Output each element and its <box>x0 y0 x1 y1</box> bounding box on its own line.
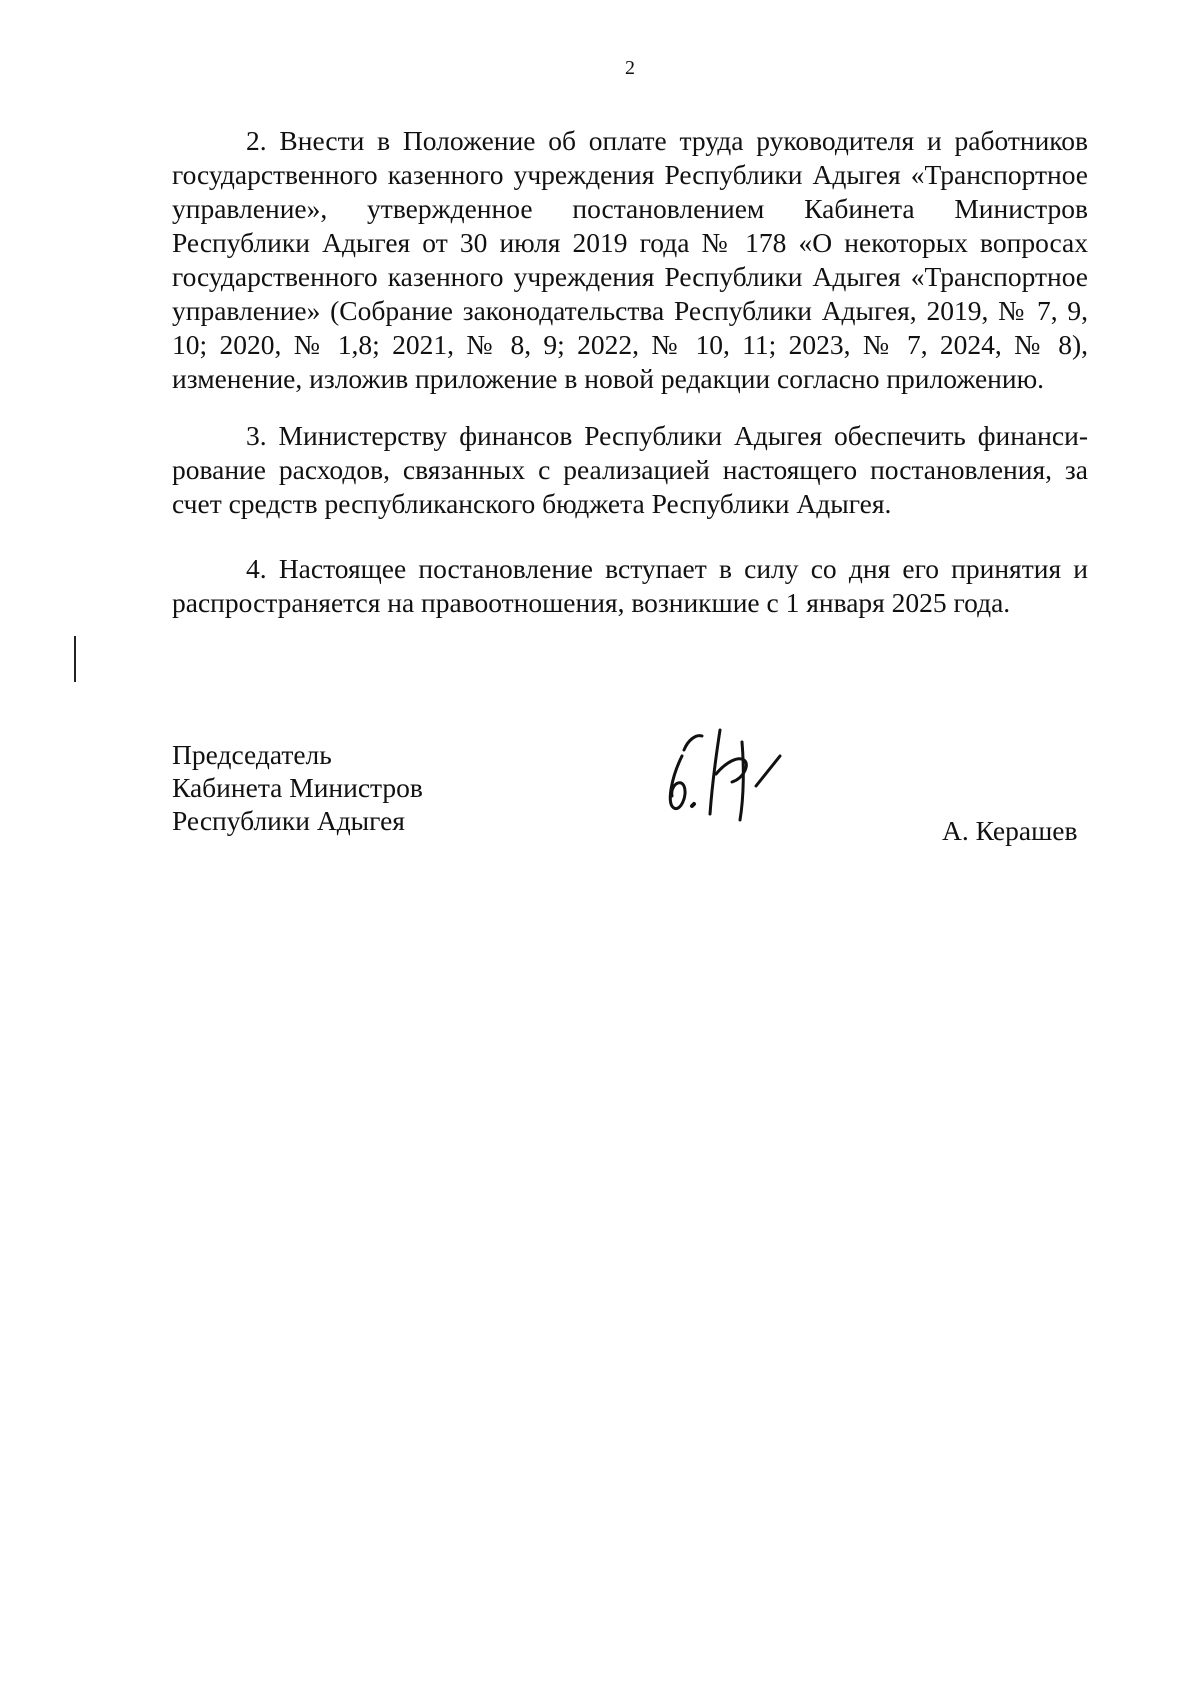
margin-mark <box>74 636 76 682</box>
signatory-title <box>172 738 423 837</box>
handwritten-signature <box>660 716 810 826</box>
paragraph-item-3: 3. Министерству финансов Республики Адыгея обеспечить финансирование расходов, связанных с реализацией настоящего постановления, за счет средств республиканского бюджета Республики Адыгея. <box>172 420 1088 519</box>
signatory-line-3: Республики Адыгея <box>172 805 405 836</box>
signatory-line-2: Кабинета Министров <box>172 772 423 803</box>
page-number: 2 <box>625 57 635 79</box>
paragraph-item-4: 4. Настоящее постановление вступает в силу со дня его принятия и распространяется на правоотношения, возникшие с 1 января 2025 года. <box>172 553 1088 618</box>
paragraph-item-2: 2. Внести в Положение об оплате труда руководителя и работников государственного казенного учреждения Республики Адыгея «Транспортное управление», утвержденное постановлением Кабинета Министров Республики Адыгея от 30 июля 2019 года № 178 «О некоторых вопросах государственного казенного учреждения Республики Адыгея «Транспортное управление» (Собрание законодательства Республики Адыгея, 2019, № 7, 9, 10; 2020, № 1,8; 2021, № 8, 9; 2022, № 10, 11; 2023, № 7, 2024, № 8), изменение, изложив приложение в новой редакции согласно приложению. <box>172 125 1088 394</box>
signer-name: А. Керашев <box>942 815 1078 846</box>
signatory-line-1: Председатель <box>172 739 332 770</box>
